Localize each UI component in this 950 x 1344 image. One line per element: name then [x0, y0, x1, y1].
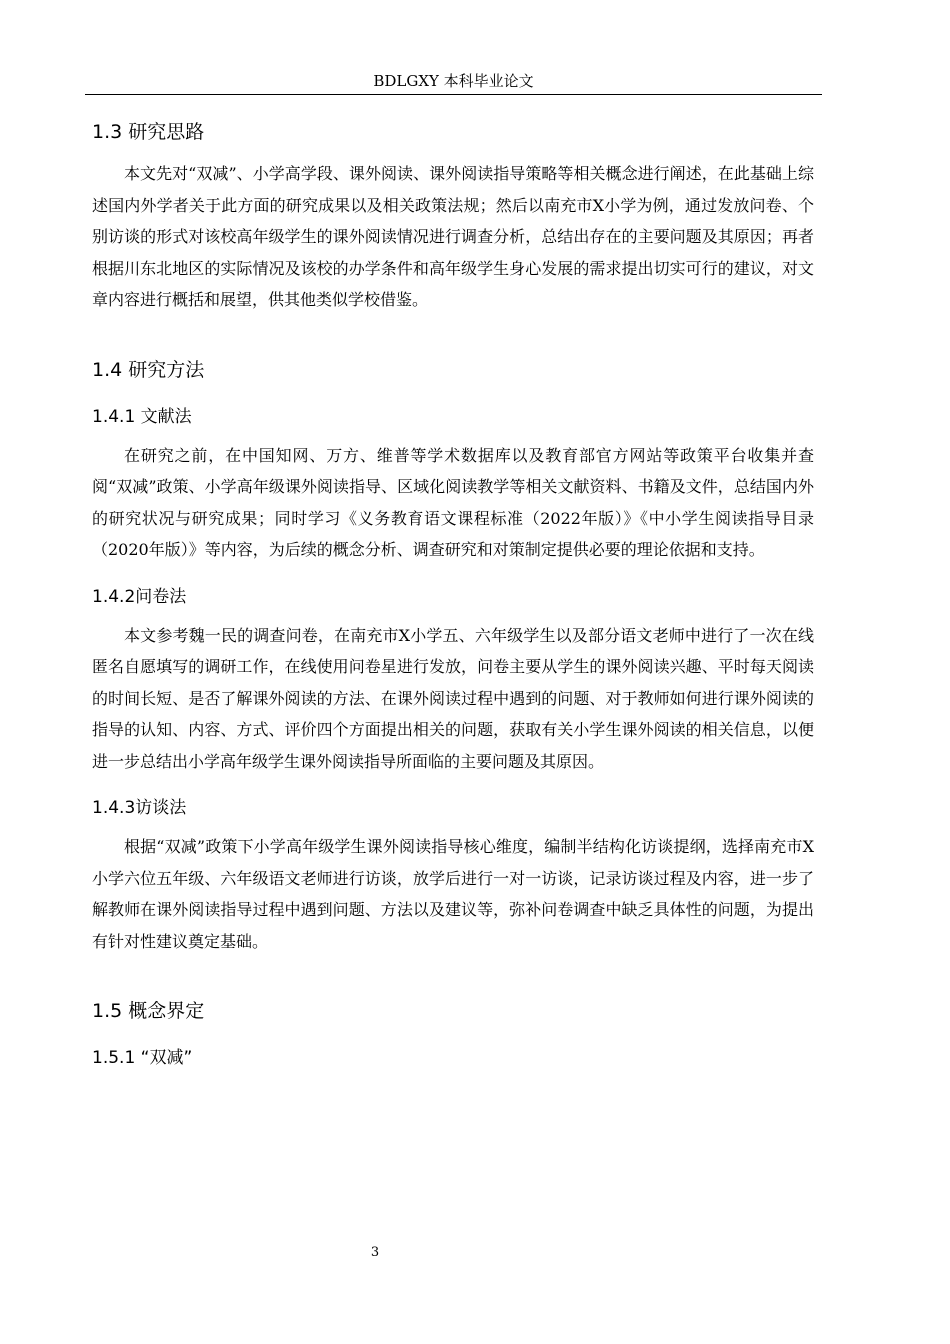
section-paragraph-1-4-3: 根据“双减”政策下小学高年级学生课外阅读指导核心维度，编制半结构化访谈提纲，选择南充市X小学六位五年级、六年级语文老师进行访谈，放学后进行一对一访谈，记录访谈过程及内容，进一步了解教师在课外阅读指导过程中遇到问题、方法以及建议等，弥补问卷调查中缺乏具体性的问题，为提出有针对性建议奠定基础。 [92, 837, 814, 951]
section-paragraph-1-4-2: 本文参考魏一民的调查问卷，在南充市X小学五、六年级学生以及部分语文老师中进行了一次在线匿名自愿填写的调研工作，在线使用问卷星进行发放，问卷主要从学生的课外阅读兴趣、平时每天阅读的时间长短、是否了解课外阅读的方法、在课外阅读过程中遇到的问题、对于教师如何进行课外阅读的指导的认知、内容、方式、评价四个方面提出相关的问题，获取有关小学生课外阅读的相关信息，以便进一步总结出小学高年级学生课外阅读指导所面临的主要问题及其原因。 [92, 625, 814, 771]
section-paragraph-1-4-1: 在研究之前，在中国知网、万方、维普等学术数据库以及教育部官方网站等政策平台收集并查阅“双减”政策、小学高年级课外阅读指导、区域化阅读教学等相关文献资料、书籍及文件，总结国内外的研究状况与研究成果；同时学习《义务教育语文课程标准（2022年版）》《中小学生阅读指导目录（2020年版）》等内容，为后续的概念分析、调查研究和对策制定提供必要的理论依据和支持。 [92, 445, 814, 559]
page-header [85, 72, 822, 95]
section-paragraph-1-3: 本文先对“双减”、小学高学段、课外阅读、课外阅读指导策略等相关概念进行阐述，在此基础上综述国内外学者关于此方面的研究成果以及相关政策法规；然后以南充市X小学为例，通过发放问卷、个别访谈的形式对该校高年级学生的课外阅读情况进行调查分析，总结出存在的主要问题及其原因；再者根据川东北地区的实际情况及该校的办学条件和高年级学生身心发展的需求提出切实可行的建议，对文章内容进行概括和展望，供其他类似学校借鉴。 [92, 164, 814, 309]
section-heading-1-4: 1.4 研究方法 [92, 358, 205, 381]
section-heading-1-5-1: 1.5.1 “双减” [92, 1048, 193, 1068]
section-heading-1-4-1: 1.4.1 文献法 [92, 406, 192, 427]
section-heading-1-3: 1.3 研究思路 [92, 121, 205, 143]
header-title: BDLGXY 本科毕业论文 [373, 72, 534, 90]
section-heading-1-5: 1.5 概念界定 [92, 1000, 205, 1022]
section-heading-1-4-2: 1.4.2问卷法 [92, 586, 187, 607]
document-body [92, 118, 814, 1071]
section-heading-1-4-3: 1.4.3访谈法 [92, 798, 187, 818]
page-number: 3 [370, 1245, 380, 1260]
